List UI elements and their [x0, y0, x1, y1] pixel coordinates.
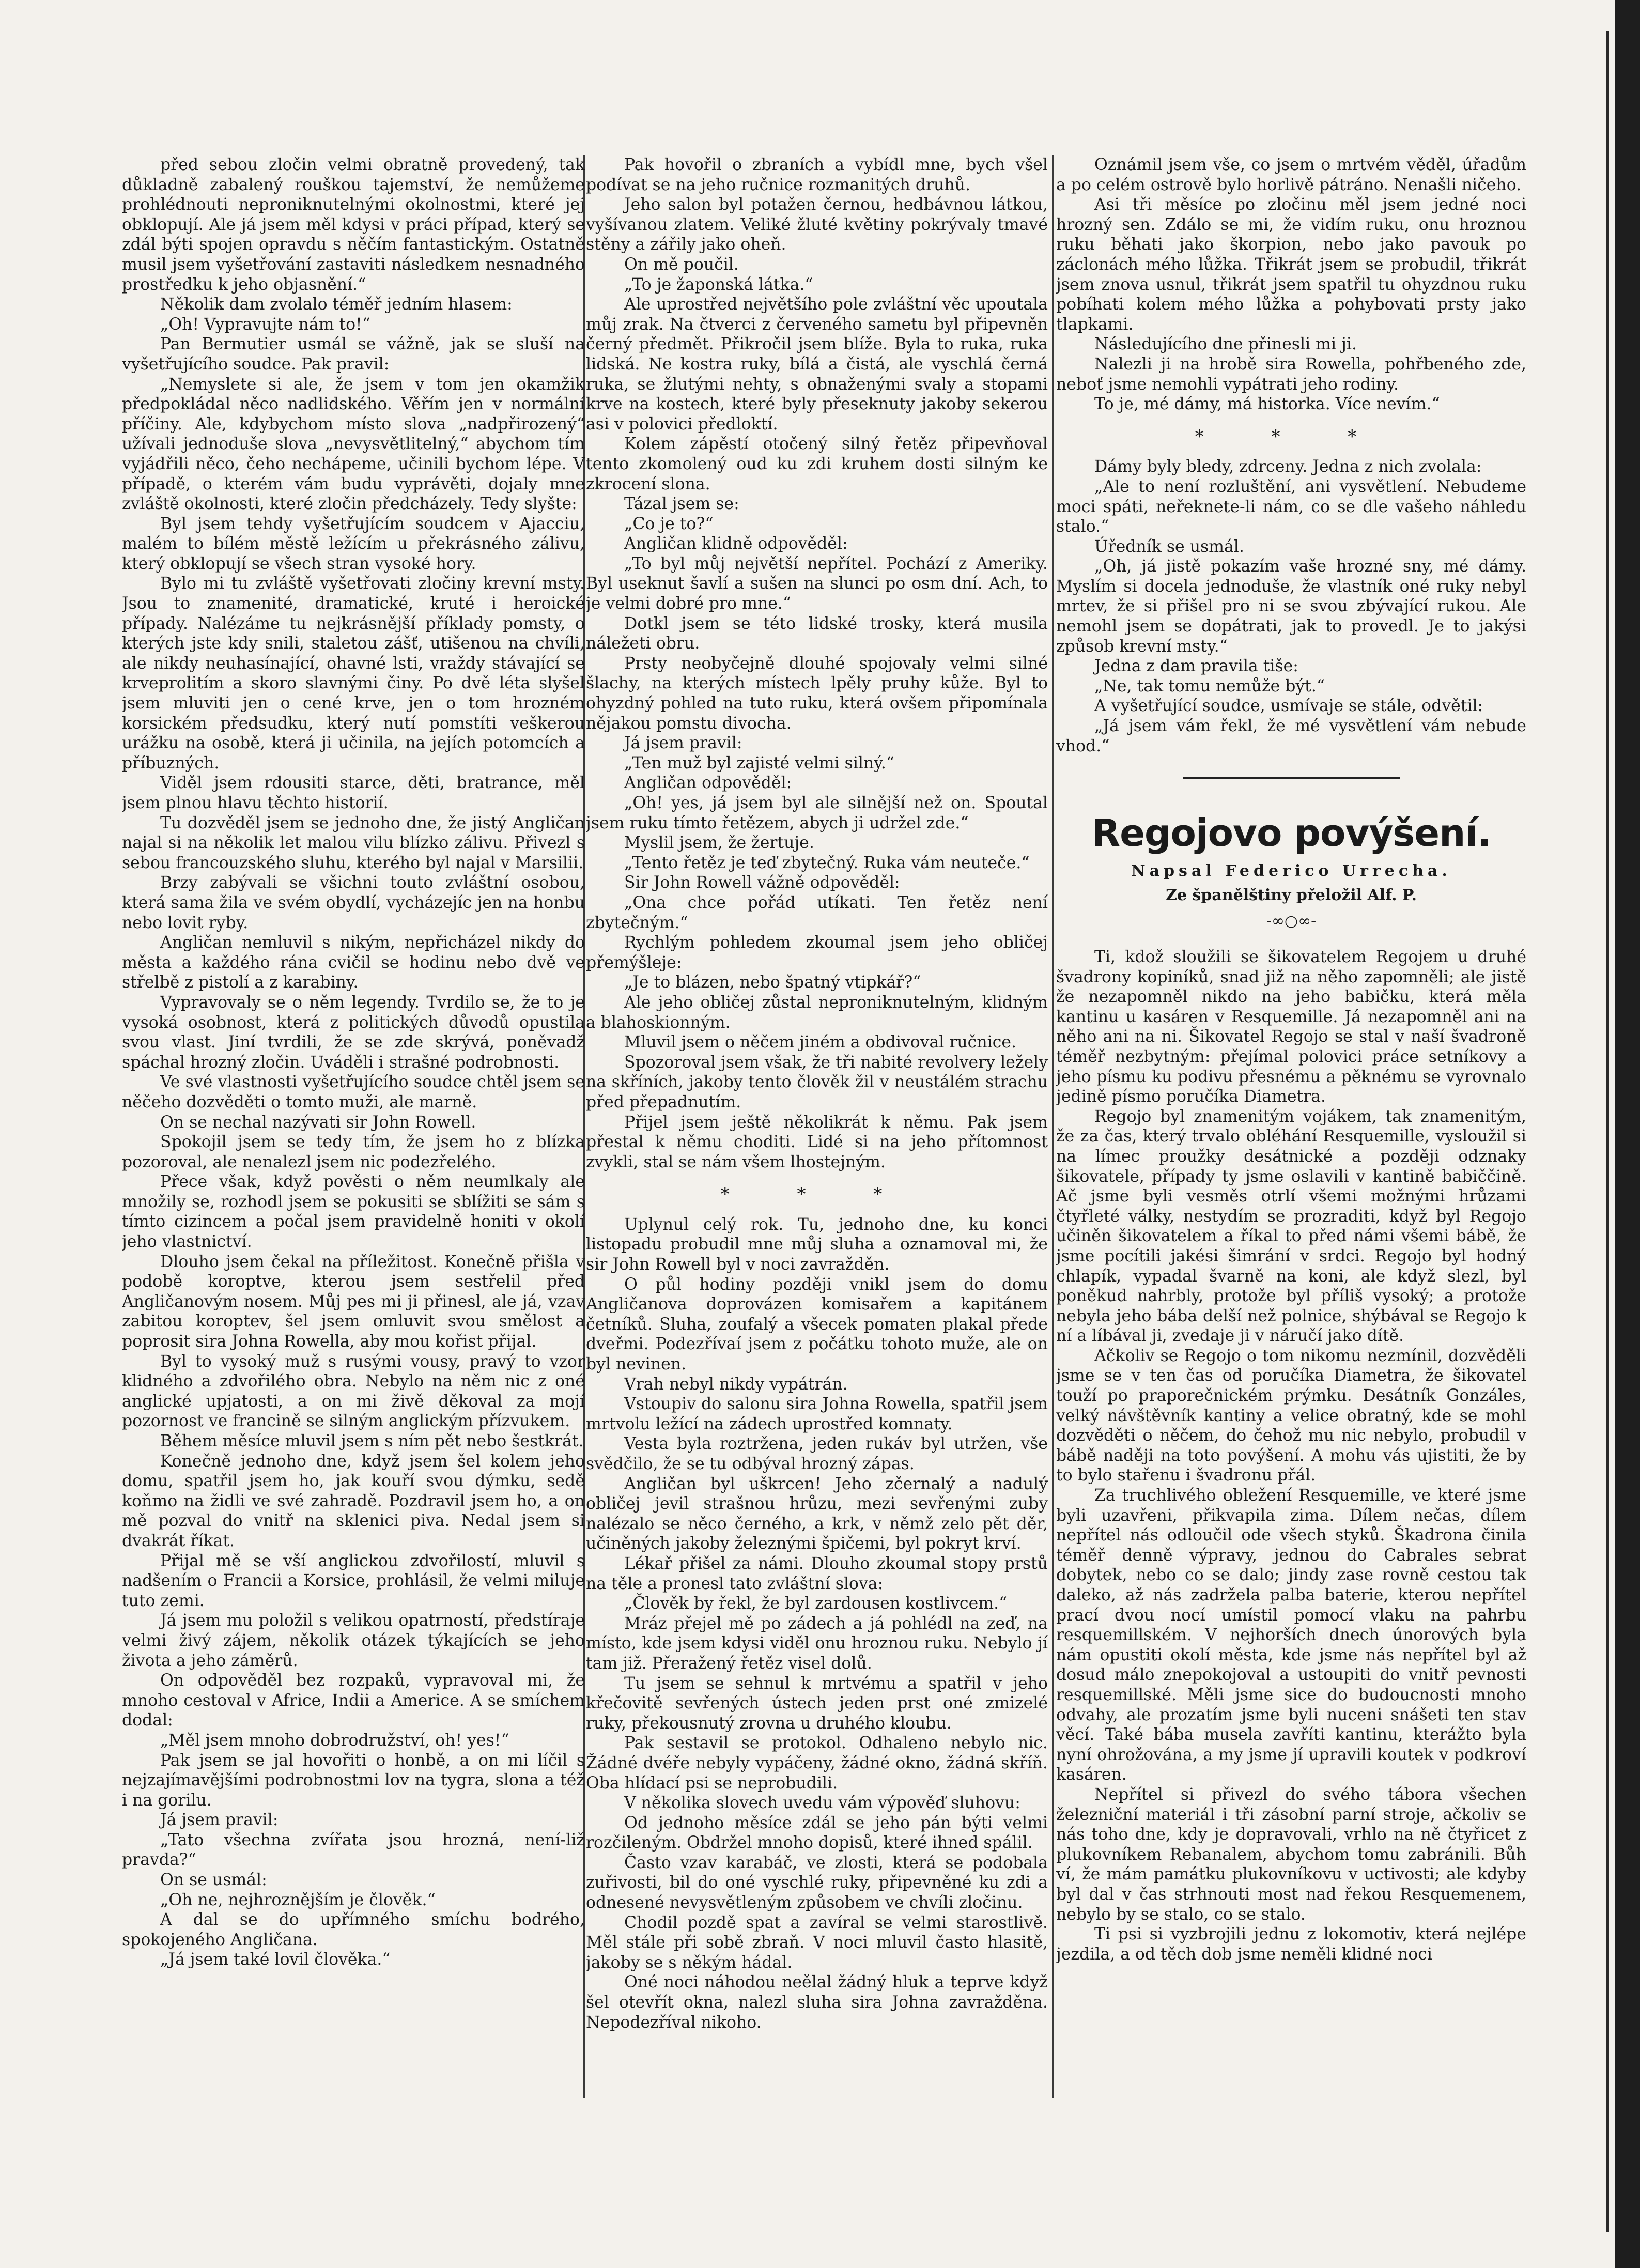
paragraph: Pak jsem se jal hovořiti o honbě, a on mi líčil s nejzajímavějšími podrobnostmi lov na tygra, slona a též i na gorilu.: [122, 1751, 585, 1810]
article-body: [1056, 947, 1526, 1964]
paragraph: „Já jsem vám řekl, že mé vysvětlení vám nebude vhod.“: [1056, 717, 1526, 755]
paragraph: Asi tři měsíce po zločinu měl jsem jedné noci hrozný sen. Zdálo se mi, že vidím ruku, onu hroznou ruku běhati jako škorpion, nebo jako pavouk po záclonách mého lůžka. Třikrát jsem se probudil, třikrát jsem znova usnul, třikrát jsem spatřil tu ohyzdnou ruku pobíhati kolem mého lůžka a pohybovati prsty jako tlapkami.: [1056, 195, 1526, 334]
paragraph: On odpověděl bez rozpaků, vypravoval mi, že mnoho cestoval v Africe, Indii a Americe. A se smíchem dodal:: [122, 1671, 585, 1730]
paragraph: „Oh ne, nejhroznějším je člověk.“: [160, 1890, 436, 1909]
paragraph: Prsty neobyčejně dlouhé spojovaly velmi silné šlachy, na kterých místech lpěly pruhy kůže. Byl to ohyzdný pohled na tuto ruku, která ovšem připomínala nějakou pomstu divocha.: [586, 654, 1048, 733]
paragraph: Bylo mi tu zvláště vyšetřovati zločiny krevní msty. Jsou to znamenité, dramatické, kruté i heroické případy. Nalézáme tu nejkrásnější příklady pomsty, o kterých jste kdy snili, staletou zášť, utišenou na chvíli, ale nikdy neuhasínající, ohavné lsti, vraždy stávající se krveprolitím a skoro slavnými činy. Po dvě léta slyšel jsem mluviti jen o cené krve, jen o tom hrozném korsickém předsudku, který nutí pomstíti veškerou urážku na osobě, která ji učinila, na jejích potomcích a příbuzných.: [122, 574, 585, 773]
paragraph: O půl hodiny později vnikl jsem do domu Angličanova doprovázen komisařem a kapitánem četníků. Sluha, zoufalý a všecek pomaten plakal přede dveřmi. Podezřívaí jsem z počátku tohoto muže, ale on byl nevinen.: [586, 1275, 1048, 1374]
paragraph: Mráz přejel mě po zádech a já pohlédl na zeď, na místo, kde jsem kdysi viděl onu hroznou ruku. Nebylo jí tam již. Přeražený řetěz visel dolů.: [586, 1614, 1048, 1673]
paragraph: „Ona chce pořád utíkati. Ten řetěz není zbytečným.“: [586, 893, 1048, 932]
paragraph: Během měsíce mluvil jsem s ním pět nebo šestkrát.: [160, 1432, 584, 1451]
paragraph: Přijel jsem ještě několikrát k němu. Pak jsem přestal k němu choditi. Lidé si na jeho přítomnost zvykli, stal se nám všem lhostejným.: [586, 1113, 1048, 1171]
paragraph: Dámy byly bledy, zdrceny. Jedna z nich zvolala:: [1094, 457, 1482, 476]
paragraph: Uplynul celý rok. Tu, jednoho dne, ku konci listopadu probudil mne můj sluha a oznamoval mi, že sir John Rowell byl v noci zavražděn.: [586, 1215, 1048, 1274]
article-title: Regojovo povýšení.: [1091, 811, 1491, 855]
paragraph: Nalezli ji na hrobě sira Rowella, pohřbeného zde, neboť jsme nemohli vypátrati jeho rodiny.: [1056, 354, 1526, 394]
paragraph: Jeho salon byl potažen černou, hedbávnou látkou, vyšívanou zlatem. Veliké žluté květiny pokrývaly tmavé stěny a zářily jako oheň.: [586, 195, 1048, 254]
paragraph: Úředník se usmál.: [1094, 537, 1244, 556]
paragraph: Ti, kdož sloužili se šikovatelem Regojem u druhé švadrony kopiníků, snad již na něho zapomněli; ale jistě že nezapomněl nikdo na jeho babičku, která měla kantinu u kasáren v Resquemille. Já nezapomněl ani na něho ani na ni. Šikovatel Regojo se stal v naší švadroně téměř nezbytným: přejímal polovici práce setníkovy a jeho písmu ku podivu přesnému a pěknému se vyrovnalo jedině písmo poručíka Diametra.: [1056, 948, 1526, 1106]
paragraph: Já jsem pravil:: [624, 734, 742, 753]
paragraph: Spokojil jsem se tedy tím, že jsem ho z blízka pozoroval, ale nenalezl jsem nic podezřelého.: [122, 1133, 585, 1171]
story-epilogue: [1056, 457, 1526, 756]
paragraph: Byl to vysoký muž s rusými vousy, pravý to vzor klidného a zdvořilého obra. Nebylo na něm nic z oné anglické upjatosti, a on mi živě děkoval za mojí pozornost ve francině se silným anglickým přízvukem.: [122, 1352, 585, 1431]
paragraph: Oznámil jsem vše, co jsem o mrtvém věděl, úřadům a po celém ostrově bylo horlivě pátráno. Nenašli ničeho.: [1056, 156, 1526, 194]
paragraph: Ve své vlastnosti vyšetřujícího soudce chtěl jsem se něčeho dozvěděti o tomto muži, ale marně.: [122, 1073, 585, 1112]
paragraph: Dlouho jsem čekal na příležitost. Konečně přišla v podobě koroptve, kterou jsem sestřelil před Angličanovým nosem. Můj pes mi ji přinesl, ale já, vzav zabitou koroptev, šel jsem omluvit svou smělost a poprosit sira Johna Rowella, aby mou kořist přijal.: [122, 1252, 585, 1351]
story-continuation: [586, 1215, 1048, 2032]
paragraph: „Oh! yes, já jsem byl ale silnější než on. Spoutal jsem ruku tímto řetězem, abych ji udržel zde.“: [586, 794, 1048, 832]
paragraph: Tu jsem se sehnul k mrtvému a spatřil v jeho křečovitě sevřených ústech jeden prst oné zmizelé ruky, překousnutý zrovna u druhého kloubu.: [586, 1674, 1048, 1733]
paragraph: Konečně jednoho dne, když jsem šel kolem jeho domu, spatřil jsem ho, jak kouří svou dýmku, sedě koňmo na židli ve své zahradě. Pozdravil jsem ho, a on mě pozval do vnitř na sklenici piva. Nedal jsem si dvakrát říkat.: [122, 1452, 585, 1550]
paragraph: „Ne, tak tomu nemůže být.“: [1094, 676, 1325, 696]
paragraph: Angličan klidně odpověděl:: [624, 534, 848, 553]
paragraph: „Nemyslete si ale, že jsem v tom jen okamžik předpokládal něco nadlidského. Věřím jen v normální příčiny. Ale, kdybychom místo slova „nadpřirozený“ užívali jednoduše slova „nevysvětlitelný,“ abychom tím vyjádřili něco, čeho nechápeme, učinili bychom lépe. V případě, o kterém vám budu vyprávěti, dojaly mne zvláště okolnosti, které zločin předcházely. Tedy slyšte:: [122, 375, 585, 514]
paragraph: „Co je to?“: [624, 514, 714, 533]
paragraph: Lékař přišel za námi. Dlouho zkoumal stopy prstů na těle a pronesl tato zvláštní slova:: [586, 1554, 1048, 1593]
story-continuation: [586, 155, 1048, 1172]
paragraph: To je, mé dámy, má historka. Více nevím.“: [1094, 395, 1440, 414]
paragraph: Angličan nemluvil s nikým, nepřicházel nikdy do města a každého rána cvičil se hodinu nebo dvě ve střelbě z pistolí a z karabiny.: [122, 933, 585, 992]
paragraph: Sir John Rowell vážně odpověděl:: [624, 873, 900, 892]
section-separator: * * *: [1195, 426, 1388, 447]
paragraph: Oné noci náhodou neělal žádný hluk a teprve když šel otevřít okna, nalezl sluha sira Johna zavražděna. Nepodezříval nikoho.: [586, 1973, 1048, 2032]
paragraph: Vstoupiv do salonu sira Johna Rowella, spatřil jsem mrtvolu ležící na zádech uprostřed komnaty.: [586, 1395, 1048, 1433]
paragraph: Tu dozvěděl jsem se jednoho dne, že jistý Angličan najal si na několik let malou vilu blízko zálivu. Přivezl s sebou francouzského sluhu, kterého byl najal v Marsilii.: [122, 813, 585, 872]
paragraph: Spozoroval jsem však, že tři nabité revolvery ležely na skříních, jakoby tento člověk žil v neustálém strachu před přepadnutím.: [586, 1053, 1048, 1112]
paragraph: Pan Bermutier usmál se vážně, jak se sluší na vyšetřujícího soudce. Pak pravil:: [122, 335, 585, 374]
paragraph: Od jednoho měsíce zdál se jeho pán býti velmi rozčileným. Obdržel mnoho dopisů, které ihned spálil.: [586, 1813, 1048, 1853]
paragraph: V několika slovech uvedu vám výpověď sluhovu:: [624, 1794, 1020, 1813]
paragraph: Kolem zápěstí otočený silný řetěz připevňoval tento zkomolený oud ku zdi kruhem dosti silným ke zkrocení slona.: [586, 435, 1048, 493]
paragraph: Rychlým pohledem zkoumal jsem jeho obličej přemýšleje:: [586, 933, 1048, 972]
paragraph: „Tento řetěz je teď zbytečný. Ruka vám neuteče.“: [624, 853, 1030, 872]
paragraph: Regojo byl znamenitým vojákem, tak znamenitým, že za čas, který trvalo obléhání Resquemille, vysloužil si na límec proužky desátnické a později odznaky šikovatele, případy ty jsme oslavili v kantině babiččině. Ač jsme byli vesměs otrlí všemi možnými hrůzami čtyřleté války, nestydím se prozraditi, když byl Regojo učiněn šikovatelem a říkal to před námi všemi bábě, že jsme pocítili jakési šimrání v srdci. Regojo byl hodný chlapík, vypadal švarně na koni, ale když slezl, byl poněkud nahrbly, protože byl příliš vysoký; a protože nebyla jeho bába delší než polnice, shýbával se Regojo k ní a líbával ji, zvedaje ji v náručí jako dítě.: [1056, 1107, 1526, 1346]
paragraph: „Ten muž byl zajisté velmi silný.“: [624, 753, 895, 773]
article-translator: Ze španělštiny přeložil Alf. P.: [1166, 886, 1417, 904]
page-edge: [1615, 0, 1640, 2268]
column-rule: [1052, 155, 1054, 2098]
paragraph: Ale jeho obličej zůstal neproniknutelným, klidným a blahoskionným.: [586, 993, 1048, 1032]
paragraph: Myslil jsem, že žertuje.: [624, 834, 814, 853]
paragraph: Ale uprostřed největšího pole zvláštní věc upoutala můj zrak. Na čtverci z červeného sametu byl připevněn černý předmět. Přikročil jsem blíže. Byla to ruka, ruka lidská. Ne kostra ruky, bílá a čistá, ale vyschlá černá ruka, se žlutými nehty, s obnaženými svaly a stopami krve na kostech, které byly přeseknuty jakoby sekerou asi v polovici předloktí.: [586, 295, 1048, 434]
paragraph: „Ale to není rozluštění, ani vysvětlení. Nebudeme moci spáti, neřeknete-li nám, co se dle vašeho náhledu stalo.“: [1056, 477, 1526, 536]
paragraph: Mluvil jsem o něčem jiném a obdivoval ručnice.: [624, 1033, 1016, 1052]
article-divider: [1183, 777, 1400, 779]
paragraph: Já jsem mu položil s velikou opatrností, předstíraje velmi živý zájem, několik otázek týkajících se jeho života a jeho záměrů.: [122, 1611, 585, 1670]
paragraph: Angličan byl uškrcen! Jeho zčernalý a nadulý obličej jevil strašnou hrůzu, mezi sevřenými zuby nalézalo se něco černého, a krk, v němž zelo pět děr, učiněných jakoby železnými špičemi, byl pokryt krví.: [586, 1474, 1048, 1553]
ornament-divider: -∞○∞-: [1266, 912, 1317, 931]
paragraph: „Oh, já jistě pokazím vaše hrozné sny, mé dámy. Myslím si docela jednoduše, že vlastník oné ruky nebyl mrtev, že si přišel pro ni se svou zbývající rukou. Ale nemohl jsem se dopátrati, jak to provedl. Je to jakýsi způsob krevní msty.“: [1056, 557, 1526, 656]
paragraph: „Je to blázen, nebo špatný vtipkář?“: [624, 973, 921, 992]
paragraph: Ačkoliv se Regojo o tom nikomu nezmínil, dozvěděli jsme se v ten čas od poručíka Diametra, že šikovatel touží po praporečnickém prýmku. Desátník Gonzáles, velký návštěvník kantiny a velice obratný, kde se mohl dozvěděti o něčem, do čehož mu nic nebylo, probudil v bábě naději na toto povýšení. A mohu vás ujistiti, že by to bylo stařenu i švadronu přál.: [1056, 1346, 1526, 1485]
paragraph: Přece však, když pověsti o něm neumlkaly ale množily se, rozhodl jsem se pokusiti se sblížiti se sám s tímto cizincem a počal jsem pravidelně honiti v okolí jeho vlastnictví.: [122, 1172, 585, 1252]
paragraph: Brzy zabývali se všichni touto zvláštní osobou, která sama žila ve svém obydlí, vycházejíc jen na honbu nebo lovit ryby.: [122, 873, 585, 932]
paragraph: Často vzav karabáč, ve zlosti, která se podobala zuřivosti, bil do oné vyschlé ruky, připevněné ku zdi a odnesené nevysvětleným způsobem ve chvíli zločinu.: [586, 1853, 1048, 1912]
paragraph: Ti psi si vyzbrojili jednu z lokomotiv, která nejlépe jezdila, a od těch dob jsme neměli klidné noci: [1056, 1925, 1526, 1964]
paragraph: Pak hovořil o zbraních a vybídl mne, bych všel podívat se na jeho ručnice rozmanitých druhů.: [586, 156, 1048, 194]
paragraph: Nepřítel si přivezl do svého tábora všechen železniční materiál i tři zásobní parní stroje, ačkoliv se nás toho dne, kdy je dopravovali, vrhlo na ně čtyřicet z plukovníkem Rebanalem, abychom tomu zabránili. Bůh ví, že mám památku plukovníkovu v uctivosti; ale kdyby byl dal v čas strhnouti most nad řekou Resquemenem, nebylo by se stalo, co se stalo.: [1056, 1785, 1526, 1924]
column-middle: [586, 155, 1048, 2113]
paragraph: „Oh! Vypravujte nám to!“: [160, 315, 370, 334]
paragraph: On se usmál:: [160, 1871, 267, 1890]
paragraph: Následujícího dne přinesli mi ji.: [1094, 335, 1357, 354]
paragraph: Vypravovaly se o něm legendy. Tvrdilo se, že to je vysoká osobnost, která z politických důvodů opustila svou vlast. Jiní tvrdili, že se zde skrývá, poněvadž spáchal hrozný zločin. Uváděli i strašné podrobnosti.: [122, 993, 585, 1072]
paragraph: „To byl můj největší nepřítel. Pochází z Ameriky. Byl useknut šavlí a sušen na slunci po osm dní. Ach, to je velmi dobré pro mne.“: [586, 554, 1048, 613]
page-binding-line: [1606, 31, 1609, 2232]
column-right: [1056, 155, 1526, 2113]
paragraph: Přijal mě se vší anglickou zdvořilostí, mluvil s nadšením o Francii a Korsice, prohlásil, že velmi miluje tuto zemi.: [122, 1551, 585, 1610]
paragraph: „To je žaponská látka.“: [624, 275, 813, 294]
paragraph: Vrah nebyl nikdy vypátrán.: [624, 1375, 848, 1394]
paragraph: Za truchlivého obležení Resquemille, ve které jsme byli uzavřeni, přikvapila zima. Dílem nečas, dílem nepřítel nás odloučil ode všech styků. Škadrona činila téměř denně výpravy, jednou do Cabrales sebrat dobytek, nebo co se dalo; jindy zase rovně cestou tak daleko, až nás zadržela palba baterie, kterou nepřítel prací dvou nocí umístil pomocí vlaku na pahrbu resquemillském. V nejhorších dnech únorových byla nám opustiti okolí města, kde jsme nás nepřítel byl až dosud málo znepokojoval a ustoupiti do vnitř pevnosti resquemillské. Měli jsme sice do budoucnosti mnoho odvahy, ale prozatím jsme byli nuceni snášeti ten stav věcí. Také bába musela zavříti kantinu, kterážto byla nyní ohrožována, a my jsme jí upravili koutek v podkroví kasáren.: [1056, 1486, 1526, 1784]
paragraph: „Já jsem také lovil člověka.“: [160, 1950, 391, 1969]
paragraph: Já jsem pravil:: [160, 1811, 279, 1830]
paragraph: Byl jsem tehdy vyšetřujícím soudcem v Ajacciu, malém to bílém městě ležícím u překrásného zálivu, který obklopují se všech stran vysoké hory.: [122, 514, 585, 573]
paragraph: Pak sestavil se protokol. Odhaleno nebylo nic. Žádné dvéře nebyly vypáčeny, žádné okno, žádná skříň. Oba hlídací psi se neprobudili.: [586, 1734, 1048, 1793]
paragraph: „Tato všechna zvířata jsou hrozná, není-liž pravda?“: [122, 1830, 585, 1870]
column-left: [122, 155, 585, 2113]
paragraph: On se nechal nazývati sir John Rowell.: [160, 1113, 476, 1132]
paragraph: On mě poučil.: [624, 255, 739, 274]
section-separator: * * *: [720, 1184, 914, 1205]
paragraph: Jedna z dam pravila tiše:: [1094, 657, 1298, 676]
paragraph: Chodil pozdě spat a zavíral se velmi starostlivě. Měl stále při sobě zbraň. V noci mluvil často hlasitě, jakoby se s někým hádal.: [586, 1913, 1048, 1972]
story-ending: [1056, 155, 1526, 414]
paragraph: „Člověk by řekl, že byl zardousen kostlivcem.“: [624, 1594, 1008, 1613]
paragraph: Dotkl jsem se této lidské trosky, která musila náležeti obru.: [586, 614, 1048, 653]
article-byline: Napsal Federico Urrecha.: [1131, 862, 1451, 881]
paragraph: Několik dam zvolalo téměř jedním hlasem:: [160, 295, 513, 314]
paragraph: před sebou zločin velmi obratně provedený, tak důkladně zabalený rouškou tajemství, že nemůžeme prohlédnouti neproniknutelnými okolnostmi, které jej obklopují. Ale já jsem měl kdysi v práci případ, který se zdál býti spojen opravdu s něčím fantastickým. Ostatně musil jsem vyšetřování zastaviti následkem nesnadného prostředku k jeho objasnění.“: [122, 156, 585, 294]
paragraph: A dal se do upřímného smíchu bodrého, spokojeného Angličana.: [122, 1910, 585, 1949]
paragraph: Vesta byla roztržena, jeden rukáv byl utržen, vše svědčilo, že se tu odbýval hrozný zápas.: [586, 1434, 1048, 1473]
paragraph: Viděl jsem rdousiti starce, děti, bratrance, měl jsem plnou hlavu těchto historií.: [122, 774, 585, 812]
paragraph: A vyšetřující soudce, usmívaje se stále, odvětil:: [1094, 697, 1483, 716]
paragraph: Tázal jsem se:: [624, 495, 739, 514]
paragraph: „Měl jsem mnoho dobrodružství, oh! yes!“: [160, 1731, 509, 1750]
paragraph: Angličan odpověděl:: [624, 774, 792, 793]
